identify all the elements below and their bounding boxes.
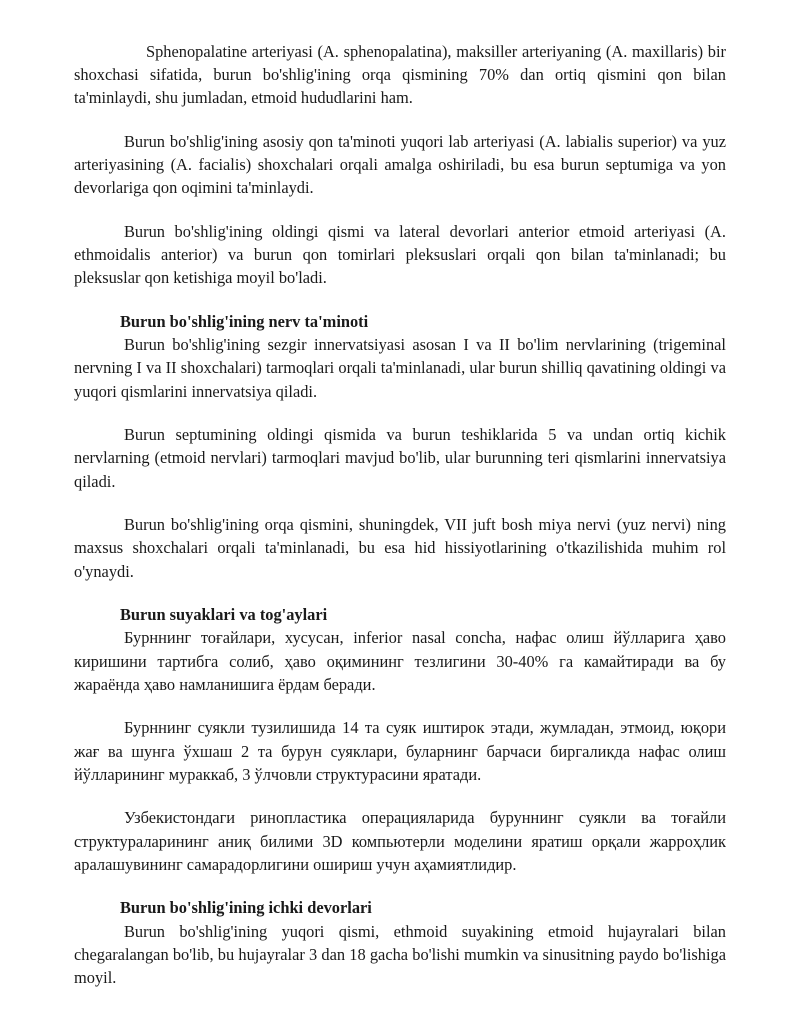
paragraph-blood-supply: Burun bo'shlig'ining asosiy qon ta'minoti yuqori lab arteriyasi (A. labialis superior) va yuz arteriyasining (A. facialis) shoxchalari orqali amalga oshiriladi, bu esa burun septumiga va yon devorlariga qon oqimini ta'minlaydi.	[74, 132, 726, 198]
paragraph-rhinoplasty: Узбекистондаги ринопластика операцияларида буруннинг суякли ва тоғайли структураларининг аниқ билими 3D компьютерли моделини яратиш орқали жарроҳлик аралашувининг самарадорлигини ошириш учун аҳамиятлидир.	[74, 808, 726, 874]
paragraph-bone-structure: Бурннинг суякли тузилишида 14 та суяк иштирок этади, жумладан, этмоид, юқори жағ ва шунга ўхшаш 2 та бурун суяклари, буларнинг барчаси биргаликда нафас олиш йўлларининг мураккаб, 3 ўлчовли структурасини яратади.	[74, 718, 726, 784]
paragraph-septum-nerves: Burun septumining oldingi qismida va burun teshiklarida 5 va undan ortiq kichik nervlarning (etmoid nervlari) tarmoqlari mavjud bo'lib, ular burunning teri qismlarini innervatsiya qiladi.	[74, 425, 726, 491]
paragraph-sensory-innervation: Burun bo'shlig'ining sezgir innervatsiyasi asosan I va II bo'lim nervlarining (trigeminal nervning I va II shoxchalari) tarmoqlari orqali ta'minlanadi, ular burun shilliq qavatining oldingi va yuqori qismlarini innervatsiya qiladi.	[74, 335, 726, 401]
document-page	[74, 40, 726, 1010]
paragraph-sphenopalatine-artery: Sphenopalatine arteriyasi (A. sphenopalatina), maksiller arteriyaning (A. maxillaris) bir shoxchasi sifatida, burun bo'shlig'ining orqa qismining 70% dan ortiq qismini qon bilan ta'minlaydi, shu jumladan, etmoid hududlarini ham.	[74, 42, 726, 108]
paragraph-anterior-ethmoid-artery: Burun bo'shlig'ining oldingi qismi va lateral devorlari anterior etmoid arteriyasi (A. ethmoidalis anterior) va burun qon tomirlari pleksuslari orqali qon bilan ta'minlanadi; bu pleksuslar qon ketishiga moyil bo'ladi.	[74, 222, 726, 288]
heading-inner-walls: Burun bo'shlig'ining ichki devorlari	[120, 898, 372, 918]
heading-nerve-supply: Burun bo'shlig'ining nerv ta'minoti	[120, 312, 369, 331]
paragraph-facial-nerve: Burun bo'shlig'ining orqa qismini, shuningdek, VII juft bosh miya nervi (yuz nervi) ning maxsus shoxchalari orqali ta'minlanadi, bu esa hid hissiyotlarining o'tkazilishida muhim rol o'ynaydi.	[74, 515, 726, 581]
paragraph-cartilage: Бурннинг тоғайлари, хусусан, inferior nasal concha, нафас олиш йўлларига ҳаво киришини тартибга солиб, ҳаво оқимининг тезлигини 30-40% га камайтиради ва бу жараёнда ҳаво намланишига ёрдам беради.	[74, 628, 726, 694]
paragraph-ethmoid-cells: Burun bo'shlig'ining yuqori qismi, ethmoid suyakining etmoid hujayralari bilan chegaralangan bo'lib, bu hujayralar 3 dan 18 gacha bo'lishi mumkin va sinusitning paydo bo'lishiga moyil.	[74, 921, 726, 988]
heading-bones-cartilage: Burun suyaklari va tog'aylari	[120, 605, 328, 625]
